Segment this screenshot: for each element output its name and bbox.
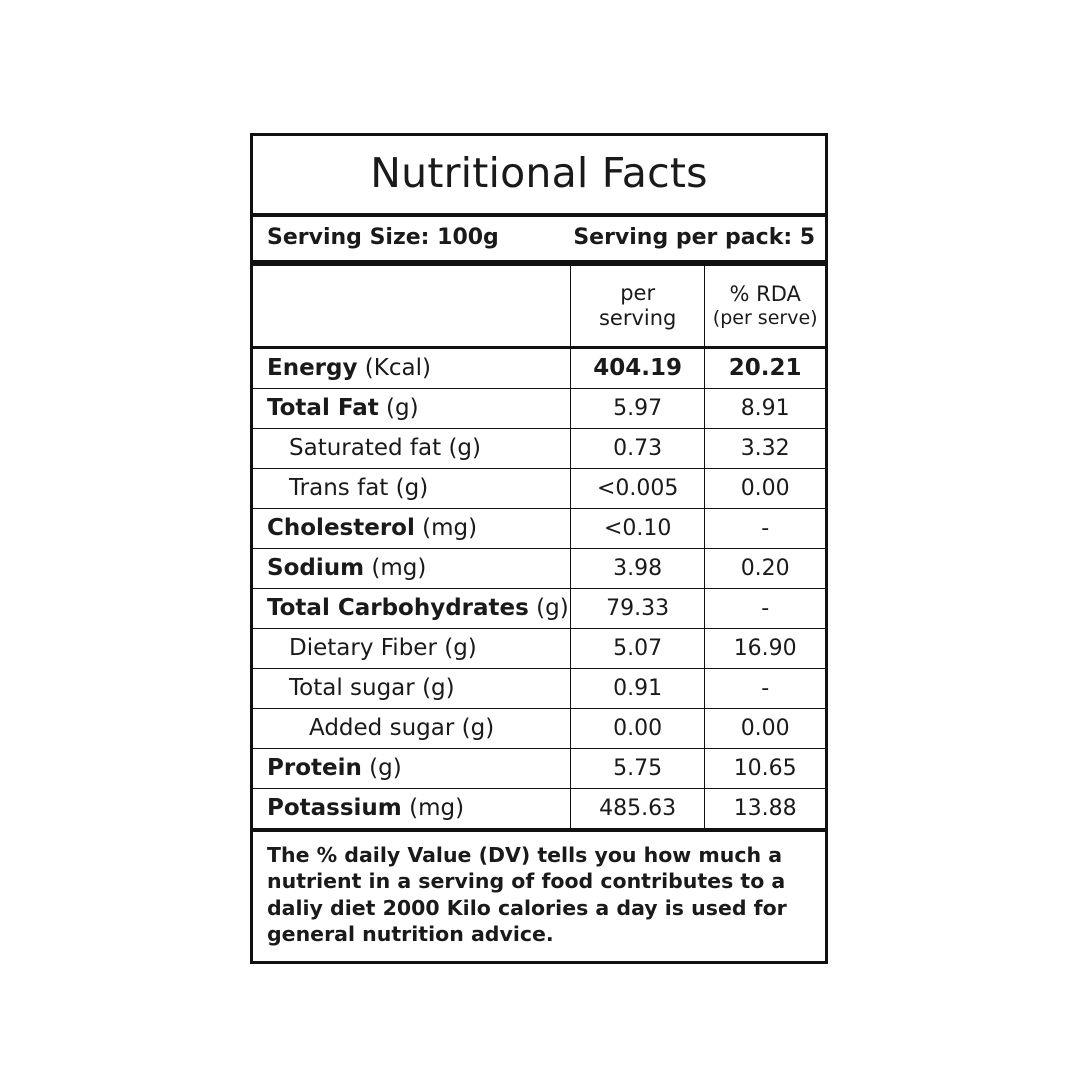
nutrient-rda: -: [705, 669, 825, 709]
nutrient-label: Cholesterol: [267, 515, 415, 542]
nutrient-name: [253, 389, 570, 429]
nutrient-rda: 10.65: [705, 749, 825, 789]
nutrient-unit: (g): [536, 595, 569, 622]
table-row: [253, 549, 825, 589]
nutrient-name: [253, 509, 570, 549]
nutrient-label: Trans fat: [289, 475, 389, 502]
nutrient-name: [253, 348, 570, 389]
nutrient-name: [253, 549, 570, 589]
nutrient-name: [253, 589, 570, 629]
daily-value-note: The % daily Value (DV) tells you how much a nutrient in a serving of food contributes to a daliy diet 2000 Kilo calories a day is used for general nutrition advice.: [253, 829, 825, 961]
nutrient-per-serving: 79.33: [570, 589, 704, 629]
table-row: [253, 789, 825, 829]
nutrient-rda: -: [705, 589, 825, 629]
nutrient-per-serving: 0.73: [570, 429, 704, 469]
nutrient-unit: (g): [369, 755, 402, 782]
nutrient-per-serving: 5.07: [570, 629, 704, 669]
nutrient-rda: -: [705, 509, 825, 549]
nutrient-unit: (g): [386, 395, 419, 422]
table-row: [253, 709, 825, 749]
nutrient-label: Protein: [267, 755, 362, 782]
header-per-serving-line1: per: [620, 280, 656, 305]
nutrient-rda: 0.00: [705, 469, 825, 509]
nutrient-unit: (g): [461, 715, 495, 742]
table-row: [253, 509, 825, 549]
nutrient-per-serving: 0.00: [570, 709, 704, 749]
nutrient-label: Dietary Fiber: [289, 635, 437, 662]
nutrient-label: Potassium: [267, 795, 402, 822]
nutrient-rda: 0.00: [705, 709, 825, 749]
nutrient-label: Total sugar: [289, 675, 415, 702]
header-rda: [705, 266, 825, 348]
nutrient-unit: (g): [444, 635, 477, 662]
nutrition-table: [253, 266, 825, 829]
table-row: [253, 389, 825, 429]
nutrient-unit: (g): [422, 675, 455, 702]
nutrient-rda: 13.88: [705, 789, 825, 829]
nutrient-unit: (g): [448, 435, 481, 462]
serving-per-pack: Serving per pack: 5: [573, 225, 816, 251]
nutrient-rda: 20.21: [705, 348, 825, 389]
nutrient-per-serving: 404.19: [570, 348, 704, 389]
header-nutrient: [253, 266, 570, 348]
header-per-serving-line2: serving: [598, 306, 677, 331]
nutrient-unit: (Kcal): [364, 355, 431, 382]
nutrient-unit: (g): [395, 475, 429, 502]
nutrient-name: [253, 429, 570, 469]
nutrition-facts-panel: [250, 133, 828, 964]
nutrient-rda: 3.32: [705, 429, 825, 469]
nutrient-per-serving: 485.63: [570, 789, 704, 829]
nutrient-unit: (mg): [422, 515, 478, 542]
nutrient-label: Sodium: [267, 555, 365, 582]
nutrient-label: Saturated fat: [289, 435, 442, 462]
serving-info-row: [253, 217, 825, 266]
nutrient-label: Added sugar: [309, 715, 455, 742]
nutrient-rda: 8.91: [705, 389, 825, 429]
nutrient-name: [253, 749, 570, 789]
table-row: [253, 669, 825, 709]
nutrient-per-serving: 0.91: [570, 669, 704, 709]
nutrient-rda: 16.90: [705, 629, 825, 669]
header-per-serving: [570, 266, 704, 348]
nutrient-per-serving: 5.97: [570, 389, 704, 429]
table-row: [253, 749, 825, 789]
table-row: [253, 589, 825, 629]
nutrient-name: [253, 629, 570, 669]
nutrient-rda: 0.20: [705, 549, 825, 589]
nutrient-name: [253, 469, 570, 509]
nutrient-unit: (mg): [371, 555, 427, 582]
nutrient-per-serving: 3.98: [570, 549, 704, 589]
page-title: Nutritional Facts: [370, 149, 708, 197]
nutrient-per-serving: <0.005: [570, 469, 704, 509]
nutrient-name: [253, 669, 570, 709]
nutrient-label: Total Fat: [267, 395, 379, 422]
table-header-row: [253, 266, 825, 348]
nutrient-per-serving: <0.10: [570, 509, 704, 549]
serving-size: Serving Size: 100g: [267, 225, 499, 251]
table-row: [253, 429, 825, 469]
label-title-row: [253, 136, 825, 217]
table-row: [253, 629, 825, 669]
nutrient-label: Energy: [267, 355, 358, 382]
header-rda-line1: % RDA: [729, 282, 801, 307]
nutrient-per-serving: 5.75: [570, 749, 704, 789]
nutrient-label: Total Carbohydrates: [267, 595, 529, 622]
nutrient-name: [253, 789, 570, 829]
table-row: [253, 469, 825, 509]
nutrient-name: [253, 709, 570, 749]
header-rda-line2: (per serve): [712, 307, 818, 330]
nutrient-unit: (mg): [409, 795, 465, 822]
table-row: [253, 348, 825, 389]
